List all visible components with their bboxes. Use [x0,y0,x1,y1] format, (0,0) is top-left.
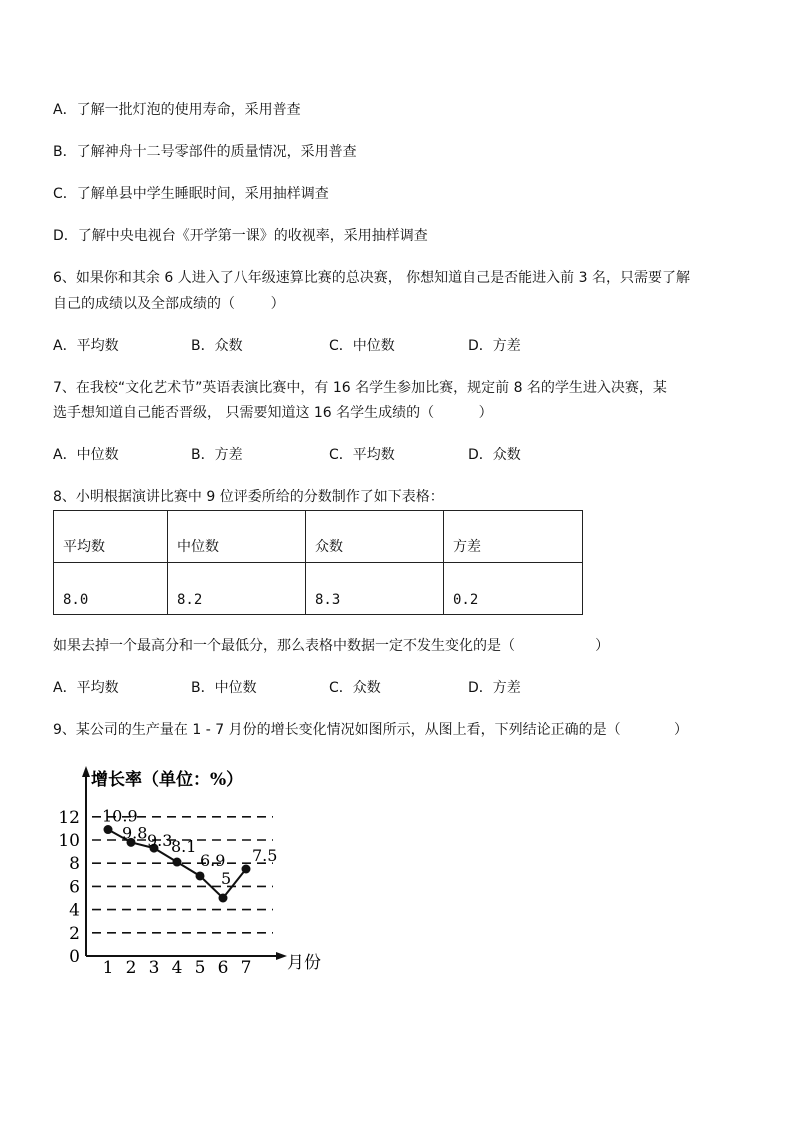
x-tick-label: 4 [171,958,183,978]
data-label: 9.8 [122,823,148,843]
q6-option-c: C．中位数 [329,338,395,354]
q7-option-a: A．中位数 [53,447,119,463]
data-point [173,858,182,867]
value-variance: 0.2 [444,563,583,615]
x-tick-label: 6 [217,958,229,978]
data-point [104,825,113,834]
y-tick-label: 6 [69,877,80,898]
chart-title: 增长率（单位：%） [91,770,244,790]
data-label: 10.9 [102,806,138,826]
q5-option-a: A．了解一批灯泡的使用寿命，采用普查 [53,102,301,118]
score-table-header-row [54,511,583,563]
data-label: 8.1 [171,837,197,857]
q8-option-b: B．中位数 [191,680,257,696]
q6-stem-line2: 自己的成绩以及全部成绩的（ ） [53,296,285,312]
data-label: 9.3 [147,831,173,851]
chart-gridlines [92,817,273,933]
x-tick-label: 1 [102,958,114,978]
value-mean: 8.0 [54,563,168,615]
score-table [53,510,583,615]
q6-option-d: D．方差 [468,338,521,354]
y-tick-label: 12 [58,807,80,828]
y-tick-label: 4 [69,900,80,921]
y-axis-arrow [82,766,90,777]
data-point [219,894,228,903]
q8-option-d: D．方差 [468,680,521,696]
y-tick-labels [58,808,80,967]
q9-stem: 9、某公司的生产量在 1 - 7 月份的增长变化情况如图所示，从图上看，下列结论正确的是（ ） [53,722,688,738]
q5-option-d: D．了解中央电视台《开学第一课》的收视率，采用抽样调查 [53,228,428,244]
x-axis-label: 月份 [287,953,321,973]
x-tick-label: 3 [148,958,160,978]
header-median: 中位数 [168,511,306,563]
x-tick-label: 7 [240,958,252,978]
q7-option-c: C．平均数 [329,447,395,463]
header-variance: 方差 [444,511,583,563]
q5-option-b: B．了解神舟十二号零部件的质量情况，采用普查 [53,144,357,160]
x-tick-label: 5 [194,958,206,978]
data-label: 6.9 [200,850,226,870]
y-tick-label: 0 [69,947,80,967]
x-tick-labels [103,958,252,978]
q6-option-b: B．众数 [191,338,243,354]
x-tick-label: 2 [125,958,137,978]
q8-question: 如果去掉一个最高分和一个最低分，那么表格中数据一定不发生变化的是（ ） [53,638,610,654]
q6-option-a: A．平均数 [53,338,119,354]
q7-option-d: D．众数 [468,447,521,463]
header-mode: 众数 [306,511,444,563]
data-point [196,871,205,880]
q7-stem-line1: 7、在我校“文化艺术节”英语表演比赛中，有 16 名学生参加比赛，规定前 8 名的学生进入决赛，某 [53,380,667,396]
header-mean: 平均数 [54,511,168,563]
q8-option-a: A．平均数 [53,680,119,696]
y-tick-label: 8 [69,854,80,875]
score-table-value-row [54,563,583,615]
q7-stem-line2: 选手想知道自己能否晋级， 只需要知道这 16 名学生成绩的（ ） [53,405,493,421]
growth-rate-line-chart [55,760,335,985]
y-tick-label: 2 [69,923,80,944]
q7-option-b: B．方差 [191,447,243,463]
x-axis-arrow [276,952,287,960]
data-label: 7.5 [252,846,278,865]
value-mode: 8.3 [306,563,444,615]
data-point [242,865,251,874]
q8-stem: 8、小明根据演讲比赛中 9 位评委所给的分数制作了如下表格： [53,489,444,505]
q5-option-c: C．了解单县中学生睡眠时间，采用抽样调查 [53,186,329,202]
point-labels [102,807,277,888]
y-tick-label: 10 [58,831,80,851]
data-label: 5 [221,869,232,888]
q6-stem-line1: 6、如果你和其余 6 人进入了八年级速算比赛的总决赛， 你想知道自己是否能进入前 3 名，只需要了解 [53,270,690,286]
value-median: 8.2 [168,563,306,615]
q8-option-c: C．众数 [329,680,381,696]
